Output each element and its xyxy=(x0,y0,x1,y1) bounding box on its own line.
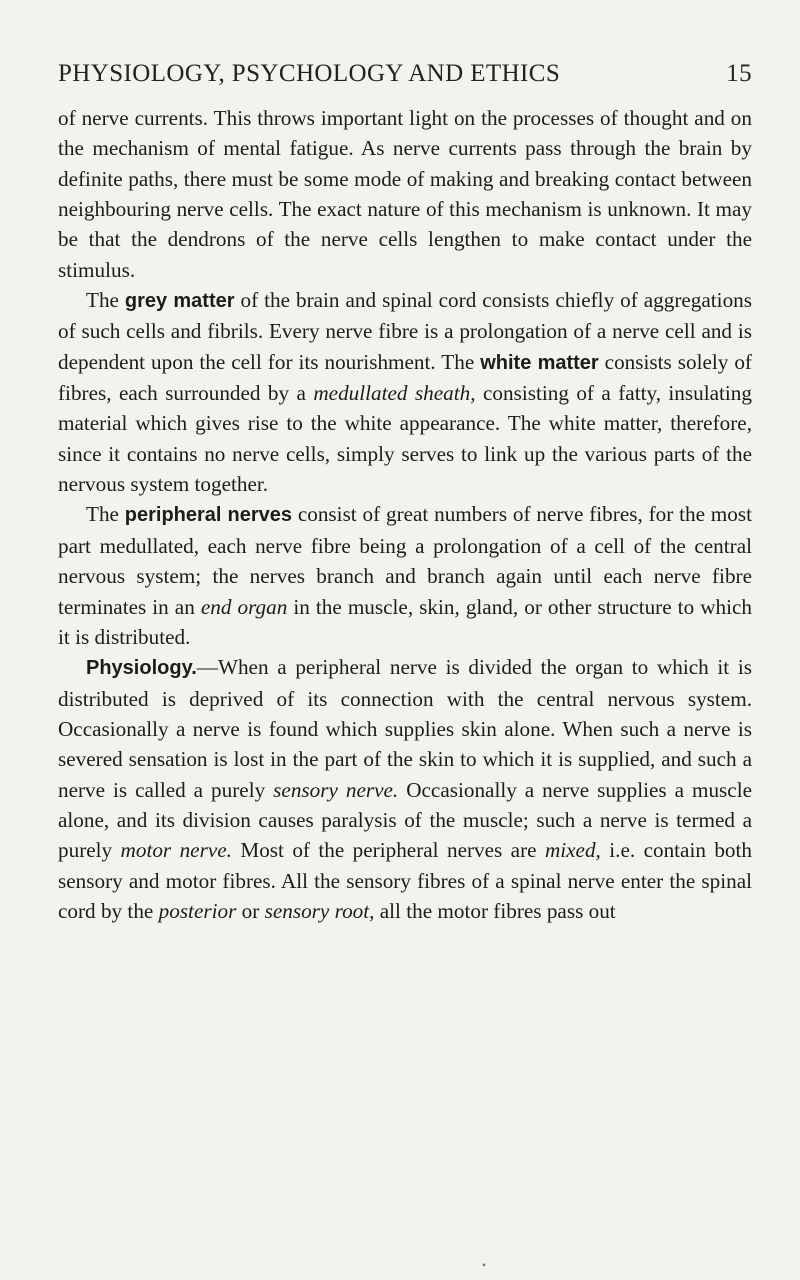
em-medullated-sheath: medullated sheath, xyxy=(313,381,476,406)
running-title: PHYSIOLOGY, PSYCHOLOGY AND ETHICS xyxy=(58,60,561,87)
paragraph-2 xyxy=(58,285,752,499)
term-physiology: Physiology. xyxy=(86,657,197,680)
footer-mark: • xyxy=(482,1258,487,1272)
p3-text-3: in the muscle, skin, gland, or other structure to which it is distributed. xyxy=(58,594,752,649)
em-motor-nerve: motor nerve. xyxy=(120,838,232,863)
p4-text-4: i.e. contain both sensory and motor fibres. All the sensory fibres of a spinal nerve enter the spinal cord by the xyxy=(58,838,753,923)
p2-text-1: The xyxy=(86,288,125,313)
p1-text: of nerve currents. This throws important light on the processes of thought and on the mechanism of mental fatigue. As nerve currents pass through the brain by definite paths, there must be some mode of making and breaking contact between neighbouring nerve cells. The exact nature of this mechanism is unknown. It may be that the dendrons of the nerve cells lengthen to make contact under the stimulus. xyxy=(58,106,752,282)
em-sensory-nerve: sensory nerve. xyxy=(273,777,399,802)
p3-text-2: consist of great numbers of nerve fibres, for the most part medullated, each nerve fibre being a prolongation of a cell of the central nervous system; the nerves branch and branch again until each nerve fibre terminates in an xyxy=(58,502,752,619)
p4-text-2: Occasionally a nerve supplies a muscle alone, and its division causes paralysis of the muscle; such a nerve is termed a purely xyxy=(58,777,752,863)
paragraph-1 xyxy=(58,103,752,285)
page-number: 15 xyxy=(726,60,752,87)
em-posterior: posterior xyxy=(158,898,237,923)
p2-text-3: consists solely of fibres, each surrounded by a xyxy=(58,349,752,406)
running-header xyxy=(58,60,752,88)
p4-text-3: Most of the peripheral nerves are xyxy=(231,838,545,863)
body-text xyxy=(58,103,752,926)
paragraph-4 xyxy=(58,652,752,926)
em-sensory-root: sensory root, xyxy=(264,898,375,923)
p2-text-4: consisting of a fatty, insulating material which gives rise to the white appearance. The white matter, therefore, since it contains no nerve cells, simply serves to link up the various parts of the nervous system together. xyxy=(58,381,752,497)
term-peripheral-nerves: peripheral nerves xyxy=(124,504,293,527)
term-grey-matter: grey matter xyxy=(124,290,235,313)
p4-text-5: or xyxy=(236,898,265,923)
p4-text-6: all the motor fibres pass out xyxy=(374,898,616,923)
p2-text-2: of the brain and spinal cord consists chiefly of aggregations of such cells and fibrils. Every nerve fibre is a prolongation of a nerve cell and is dependent upon the cell for its nourishment. The xyxy=(58,288,753,374)
em-mixed: mixed, xyxy=(544,838,601,863)
paragraph-3 xyxy=(58,499,752,652)
em-end-organ: end organ xyxy=(200,594,288,619)
p4-text-1: —When a peripheral nerve is divided the organ to which it is distributed is deprived of its connection with the central nervous system. Occasionally a nerve is found which supplies skin alone. When such a nerve is severed sensation is lost in the part of the skin to which it is supplied, and such a nerve is called a purely xyxy=(58,655,752,802)
p3-text-1: The xyxy=(86,502,125,527)
term-white-matter: white matter xyxy=(480,351,599,374)
